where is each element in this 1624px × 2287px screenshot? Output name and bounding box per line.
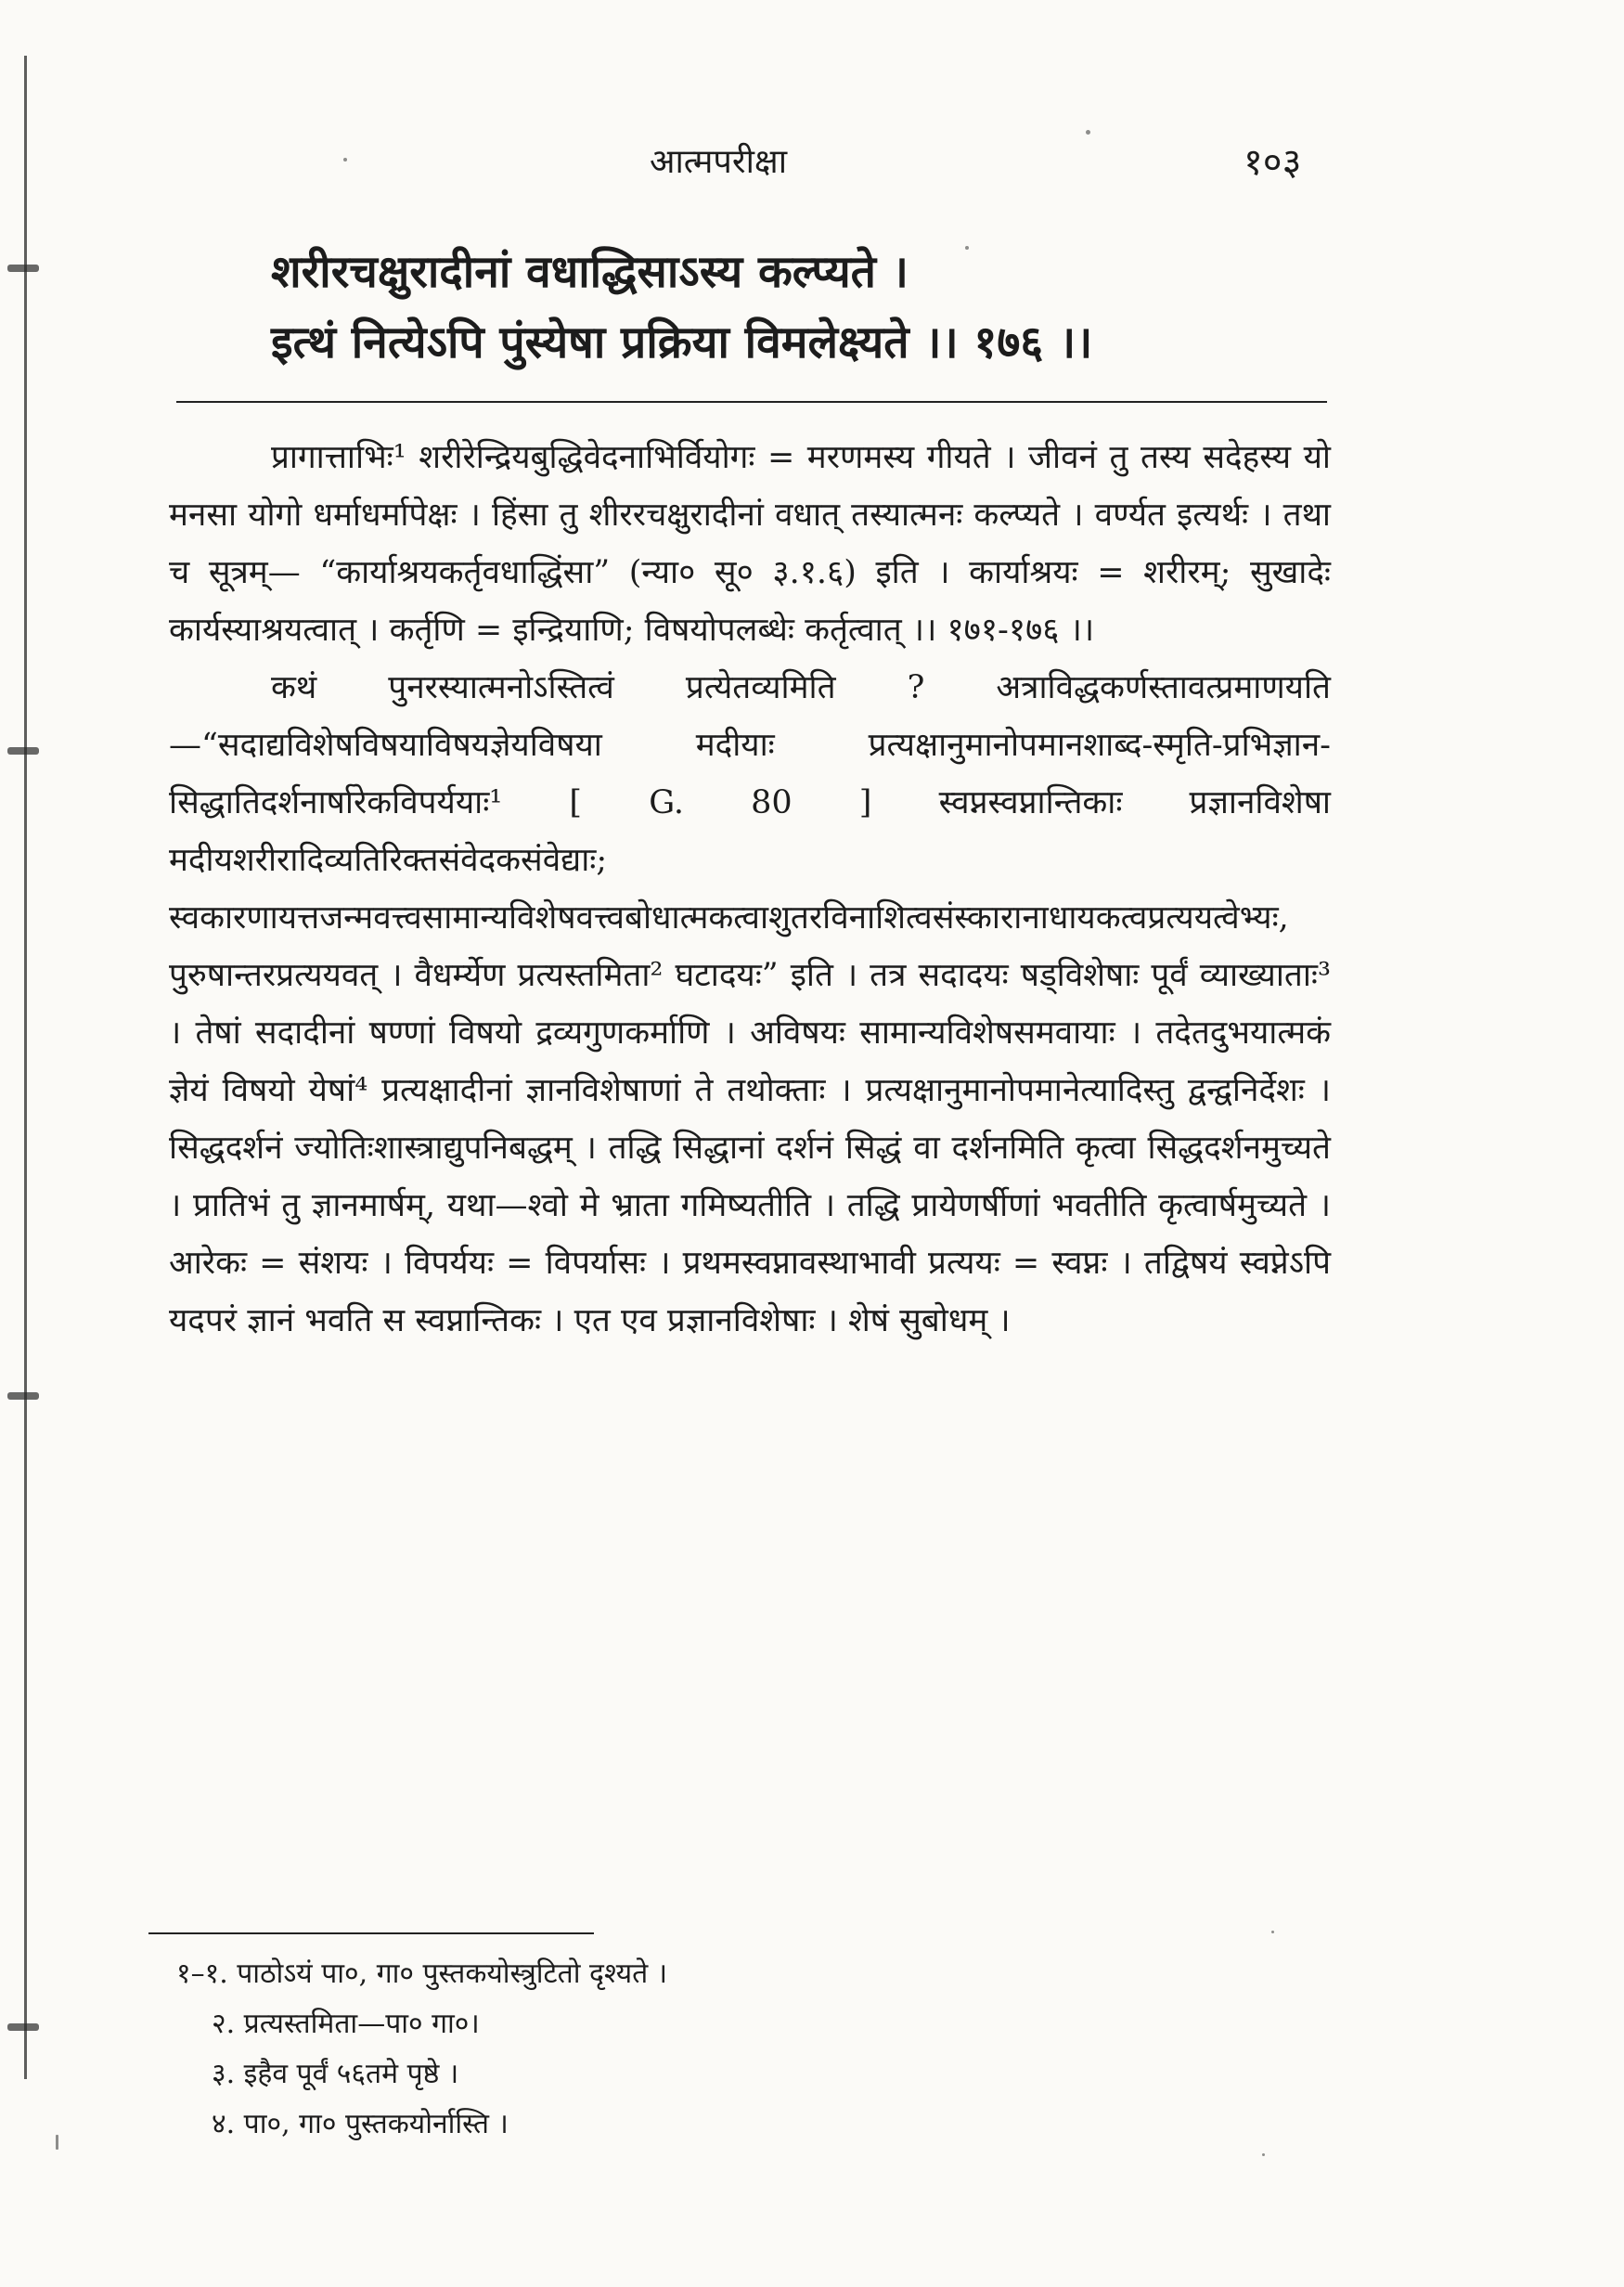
scan-speck [1271,1931,1274,1933]
page-header [0,139,1624,195]
verse-block [271,243,1366,384]
page-number: १०३ [1244,141,1302,184]
binding-mark [7,747,39,755]
footnote-4: ४. पा०, गा० पुस्तकयोर्नास्ति । [212,2108,509,2140]
verse-rule [176,401,1327,403]
verse-line-2: इत्थं नित्येऽपि पुंस्येषा प्रक्रिया विमलेक्ष्यते ।। १७६ ।। [271,317,1093,368]
binding-mark [7,2023,39,2031]
running-title: आत्मपरीक्षा [650,143,788,181]
scan-speck [56,2135,58,2150]
footnote-1: १–१. पाठोऽयं पा०, गा० पुस्तकयोस्त्रुटितो दृश्यते । [176,1958,668,1990]
commentary-paragraph-2: कथं पुनरस्यात्मनोऽस्तित्वं प्रत्येतव्यमिति ? अत्राविद्धकर्णस्तावत्प्रमाणयति—“सदाद्यविशेषविषयाविषयज्ञेयविषया मदीयाः प्रत्यक्षानुमानोपमानशाब्द-स्मृति-प्रभिज्ञान-सिद्धातिदर्शनार्षारेकविपर्ययाः¹ [ G. 80 ] स्वप्नस्वप्नान्तिकाः प्रज्ञानविशेषा मदीयशरीरादिव्यतिरिक्तसंवेदकसंवेद्याः; स्वकारणायत्तजन्मवत्त्वसामान्यविशेषवत्त्वबोधात्मकत्वाशुतरविनाशित्वसंस्कारानाधायकत्वप्रत्ययत्वेभ्यः, पुरुषान्तरप्रत्ययवत् । वैधर्म्येण प्रत्यस्तमिता² घटादयः” इति । तत्र सदादयः षड्विशेषाः पूर्वं व्याख्याताः³ । तेषां सदादीनां षण्णां विषयो द्रव्यगुणकर्माणि । अविषयः सामान्यविशेषसमवायाः । तदेतदुभयात्मकं ज्ञेयं विषयो येषां⁴ प्रत्यक्षादीनां ज्ञानविशेषाणां ते तथोक्ताः । प्रत्यक्षानुमानोपमानेत्यादिस्तु द्वन्द्वनिर्देशः । सिद्धदर्शनं ज्योतिःशास्त्राद्युपनिबद्धम् । तद्धि सिद्धानां दर्शनं सिद्धं वा दर्शनमिति कृत्वा सिद्धदर्शनमुच्यते । प्रातिभं तु ज्ञानमार्षम्, यथा—श्वो मे भ्राता गमिष्यतीति । तद्धि प्रायेणर्षीणां भवतीति कृत्वार्षमुच्यते । आरेकः = संशयः । विपर्ययः = विपर्यासः । प्रथमस्वप्नावस्थाभावी प्रत्ययः = स्वप्नः । तद्विषयं स्वप्नेऽपि यदपरं ज्ञानं भवति स स्वप्नान्तिकः । एत एव प्रज्ञानविशेषाः । शेषं सुबोधम् । [169,669,1331,1339]
scan-speck [965,246,969,250]
commentary [169,429,1331,1350]
footnote-rule [148,1932,594,1934]
binding-mark [7,1392,39,1400]
commentary-paragraph-1: प्रागात्ताभिः¹ शरीरेन्द्रियबुद्धिवेदनाभिर्वियोगः = मरणमस्य गीयते । जीवनं तु तस्य सदेहस्य यो मनसा योगो धर्माधर्मापेक्षः । हिंसा तु शीररचक्षुरादीनां वधात् तस्यात्मनः कल्प्यते । वर्ण्यत इत्यर्थः । तथा च सूत्रम्— “कार्याश्रयकर्तृवधाद्धिंसा” (न्या० सू० ३.१.६) इति । कार्याश्रयः = शरीरम्; सुखादेः कार्यस्याश्रयत्वात् । कर्तृणि = इन्द्रियाणि; विषयोपलब्धेः कर्तृत्वात् ।। १७१-१७६ ।। [169,439,1331,649]
footnote-2: २. प्रत्यस्तमिता—पा० गा०। [212,2008,480,2040]
footnote-3: ३. इहैव पूर्वं ५६तमे पृष्ठे । [212,2058,459,2090]
binding-mark [7,265,39,272]
binding-edge [24,56,27,2079]
footnotes [176,1949,1197,2150]
verse-line-1: शरीरचक्षुरादीनां वधाद्धिसाऽस्य कल्प्यते । [271,246,909,298]
scan-speck [1086,130,1090,135]
scan-speck [1262,2153,1265,2156]
scan-speck [343,158,347,162]
